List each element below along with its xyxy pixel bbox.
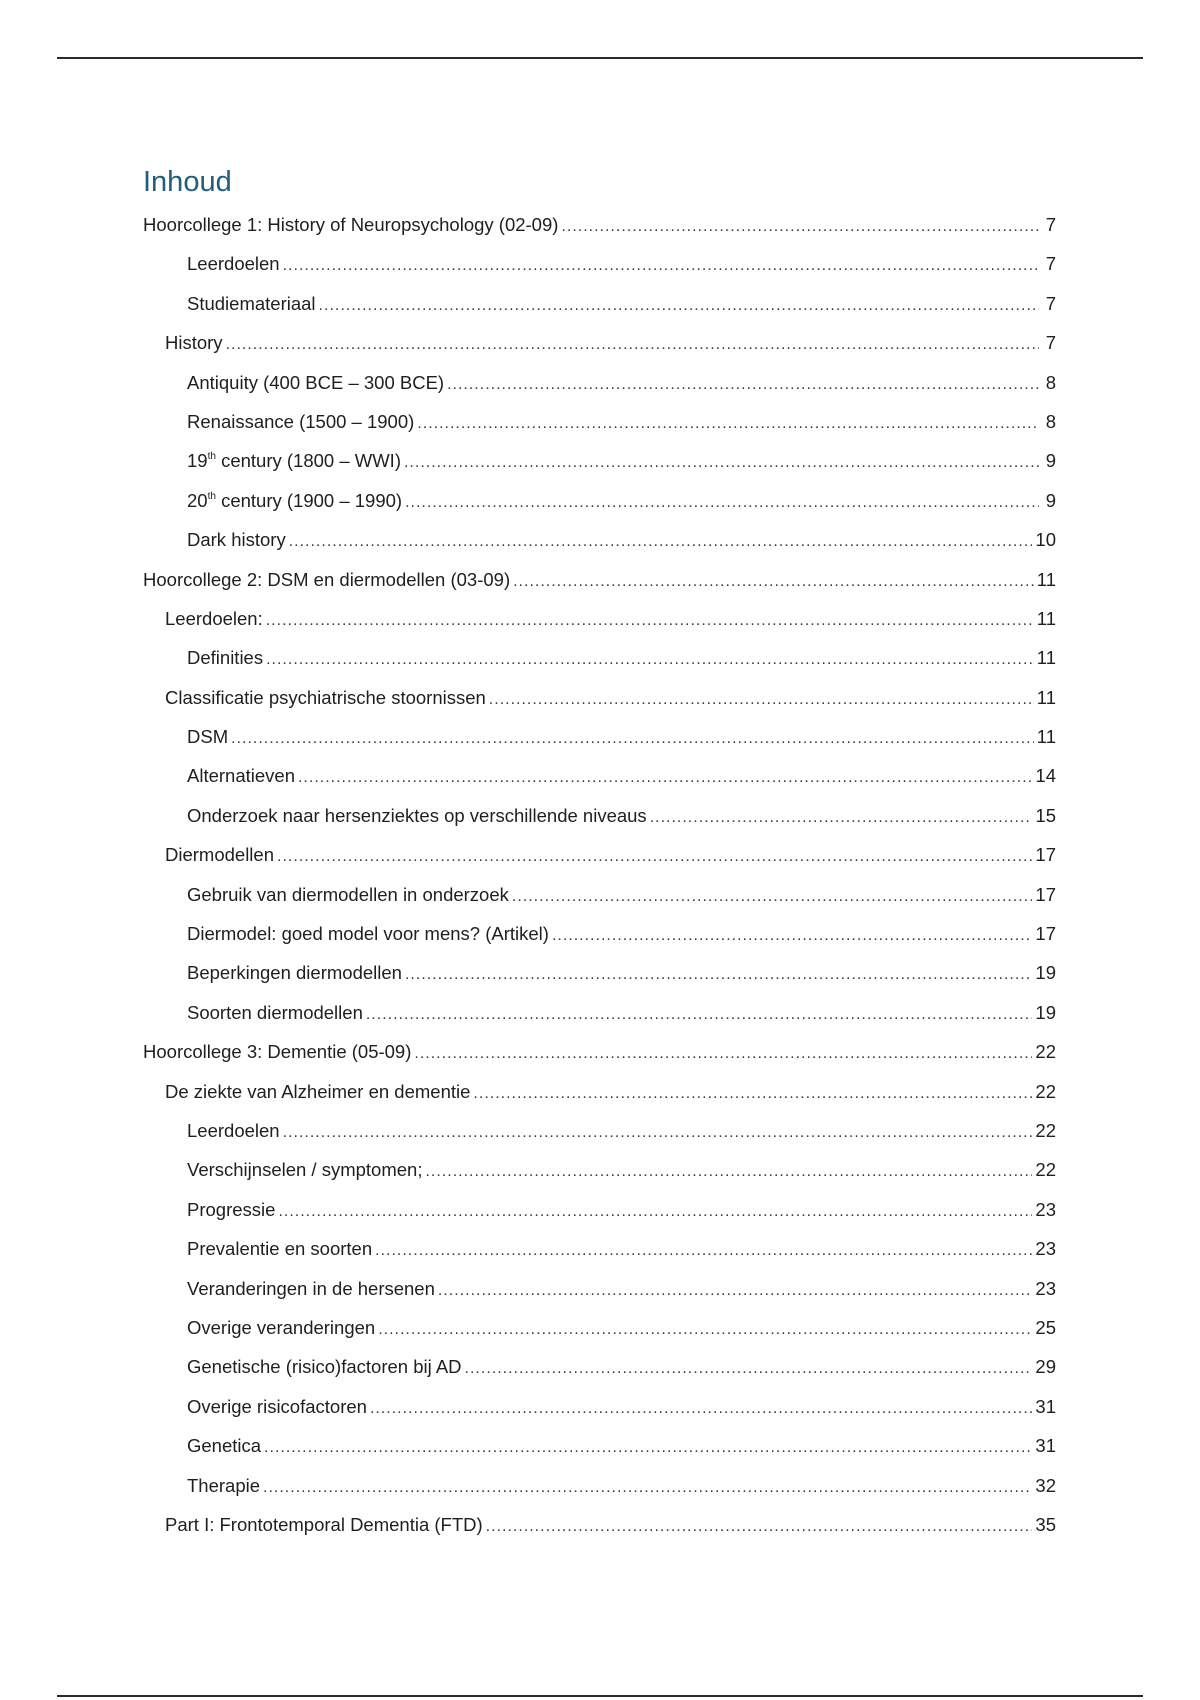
dot-leader [226,325,1039,364]
toc-entry-label: Beperkingen diermodellen [187,962,402,984]
dot-leader [486,1507,1033,1546]
toc-page-number: 25 [1035,1316,1056,1338]
table-of-contents [143,163,1056,1544]
toc-entry[interactable] [143,1150,1056,1189]
toc-entry-number: 19 [187,450,208,472]
toc-entry-label: Genetische (risico)factoren bij AD [187,1356,462,1378]
dot-leader [438,1271,1033,1310]
toc-page-number: 8 [1045,410,1056,432]
toc-entry-label: History [165,332,223,354]
toc-page-number: 35 [1035,1513,1056,1535]
toc-entry[interactable] [143,1466,1056,1505]
dot-leader [278,1192,1032,1231]
toc-entry[interactable] [143,796,1056,835]
toc-page-number: 31 [1035,1395,1056,1417]
toc-page-number: 15 [1035,804,1056,826]
toc-entry-label: Gebruik van diermodellen in onderzoek [187,883,509,905]
toc-entry-number: 20 [187,489,208,511]
toc-page-number: 22 [1035,1159,1056,1181]
toc-page-number: 14 [1035,765,1056,787]
toc-entry-label: Studiemateriaal [187,292,316,314]
toc-entry-label: Leerdoelen [187,253,280,275]
toc-entry[interactable] [143,1229,1056,1268]
toc-entry[interactable] [143,953,1056,992]
toc-entry-label: Classificatie psychiatrische stoornissen [165,686,486,708]
toc-entry[interactable] [143,1308,1056,1347]
toc-page-number: 11 [1036,726,1056,748]
toc-entry[interactable] [143,363,1056,402]
toc-entry[interactable] [143,756,1056,795]
toc-entry-label: Renaissance (1500 – 1900) [187,410,415,432]
toc-entries [143,205,1056,1544]
toc-page-number: 19 [1035,1001,1056,1023]
toc-entry[interactable] [143,205,1056,244]
toc-entry-label: DSM [187,726,229,748]
dot-leader [489,680,1034,719]
toc-entry[interactable] [143,1387,1056,1426]
toc-entry-label: Hoorcollege 3: Dementie (05-09) [143,1041,412,1063]
dot-leader [425,1152,1032,1191]
dot-leader [378,1310,1032,1349]
dot-leader [375,1231,1032,1270]
toc-page-number: 31 [1035,1435,1056,1457]
toc-page-number: 9 [1045,450,1056,472]
toc-entry-label: Part I: Frontotemporal Dementia (FTD) [165,1513,483,1535]
toc-entry-label: Genetica [187,1435,262,1457]
toc-page-number: 7 [1045,292,1056,314]
toc-entry-label: Progressie [187,1198,276,1220]
toc-entry[interactable] [143,284,1056,323]
toc-entry-label: Alternatieven [187,765,295,787]
toc-page-number: 17 [1035,883,1056,905]
dot-leader [512,877,1033,916]
toc-page-number: 17 [1035,844,1056,866]
dot-leader [319,286,1039,325]
toc-page-number: 22 [1035,1119,1056,1141]
dot-leader [283,246,1039,285]
toc-page-number: 8 [1045,371,1056,393]
toc-entry-label: Dark history [187,529,286,551]
header-rule [57,57,1143,59]
dot-leader [465,1349,1033,1388]
toc-page-number: 23 [1035,1277,1056,1299]
toc-entry[interactable] [143,1111,1056,1150]
toc-entry-label: Antiquity (400 BCE – 300 BCE) [187,371,445,393]
dot-leader [370,1389,1032,1428]
toc-page-number: 17 [1035,923,1056,945]
toc-entry[interactable] [143,678,1056,717]
toc-page-number: 23 [1035,1198,1056,1220]
toc-page-number: 11 [1036,607,1056,629]
dot-leader [650,798,1033,837]
toc-page-number: 29 [1035,1356,1056,1378]
toc-entry-label [187,481,402,520]
dot-leader [405,483,1039,522]
toc-entry[interactable] [143,323,1056,362]
dot-leader [405,955,1032,994]
dot-leader [561,207,1039,246]
toc-title: Inhoud [143,166,232,198]
dot-leader [263,1468,1032,1507]
dot-leader [289,522,1033,561]
toc-entry[interactable] [143,1269,1056,1308]
toc-entry-label: Overige risicofactoren [187,1395,367,1417]
toc-entry[interactable] [143,441,1056,480]
toc-entry-label: De ziekte van Alzheimer en dementie [165,1080,471,1102]
toc-entry-label: Diermodel: goed model voor mens? (Artikel) [187,923,549,945]
toc-entry[interactable] [143,638,1056,677]
toc-entry-label: Overige veranderingen [187,1316,376,1338]
toc-entry[interactable] [143,1190,1056,1229]
dot-leader [447,365,1039,404]
toc-entry-text: century (1900 – 1990) [221,489,403,511]
dot-leader [513,562,1034,601]
toc-page-number: 11 [1036,647,1056,669]
toc-entry[interactable] [143,914,1056,953]
toc-page-number: 19 [1035,962,1056,984]
toc-entry-label: Soorten diermodellen [187,1001,363,1023]
dot-leader [266,601,1034,640]
toc-page-number: 23 [1035,1238,1056,1260]
toc-entry[interactable] [143,1072,1056,1111]
footer-rule [57,1695,1143,1697]
toc-entry-label: Hoorcollege 2: DSM en diermodellen (03-09) [143,568,511,590]
toc-entry-label: Onderzoek naar hersenziektes op verschillende niveaus [187,804,647,826]
dot-leader [552,916,1032,955]
dot-leader [414,1034,1032,1073]
toc-page-number: 22 [1035,1080,1056,1102]
toc-entry[interactable] [143,402,1056,441]
toc-page-number: 7 [1045,253,1056,275]
toc-entry[interactable] [143,481,1056,520]
toc-page-number: 22 [1035,1041,1056,1063]
toc-entry[interactable] [143,835,1056,874]
toc-entry-superscript: th [207,490,216,502]
toc-page-number: 11 [1036,568,1056,590]
dot-leader [473,1074,1032,1113]
toc-entry-label: Prevalentie en soorten [187,1238,373,1260]
toc-page-number: 32 [1035,1474,1056,1496]
toc-entry[interactable] [143,1505,1056,1544]
toc-entry-label: Veranderingen in de hersenen [187,1277,435,1299]
toc-entry[interactable] [143,717,1056,756]
dot-leader [283,1113,1033,1152]
toc-page-number: 7 [1045,214,1056,235]
toc-entry-label: Definities [187,647,264,669]
toc-entry-label: Verschijnselen / symptomen; [187,1159,423,1181]
toc-entry-label: Hoorcollege 1: History of Neuropsychology (02-09) [143,214,559,235]
toc-entry-label: Leerdoelen [187,1119,280,1141]
toc-entry[interactable] [143,560,1056,599]
toc-entry-label [187,441,401,480]
dot-leader [417,404,1039,443]
toc-entry-label: Leerdoelen: [165,607,263,629]
dot-leader [231,719,1034,758]
toc-entry-superscript: th [207,451,216,463]
dot-leader [277,837,1032,876]
toc-entry[interactable] [143,244,1056,283]
toc-entry-label: Diermodellen [165,844,274,866]
toc-page-number: 10 [1035,529,1056,551]
toc-page-number: 11 [1036,686,1056,708]
toc-entry-label: Therapie [187,1474,261,1496]
toc-entry[interactable] [143,520,1056,559]
toc-entry[interactable] [143,993,1056,1032]
toc-entry[interactable] [143,875,1056,914]
toc-entry[interactable] [143,599,1056,638]
toc-entry[interactable] [143,1426,1056,1465]
toc-entry[interactable] [143,1032,1056,1071]
dot-leader [264,1428,1032,1467]
toc-entry-text: century (1800 – WWI) [221,450,401,472]
dot-leader [266,640,1034,679]
dot-leader [404,443,1039,482]
toc-page-number: 7 [1045,332,1056,354]
toc-page-number: 9 [1045,489,1056,511]
toc-entry[interactable] [143,1347,1056,1386]
dot-leader [298,758,1032,797]
dot-leader [366,995,1033,1034]
